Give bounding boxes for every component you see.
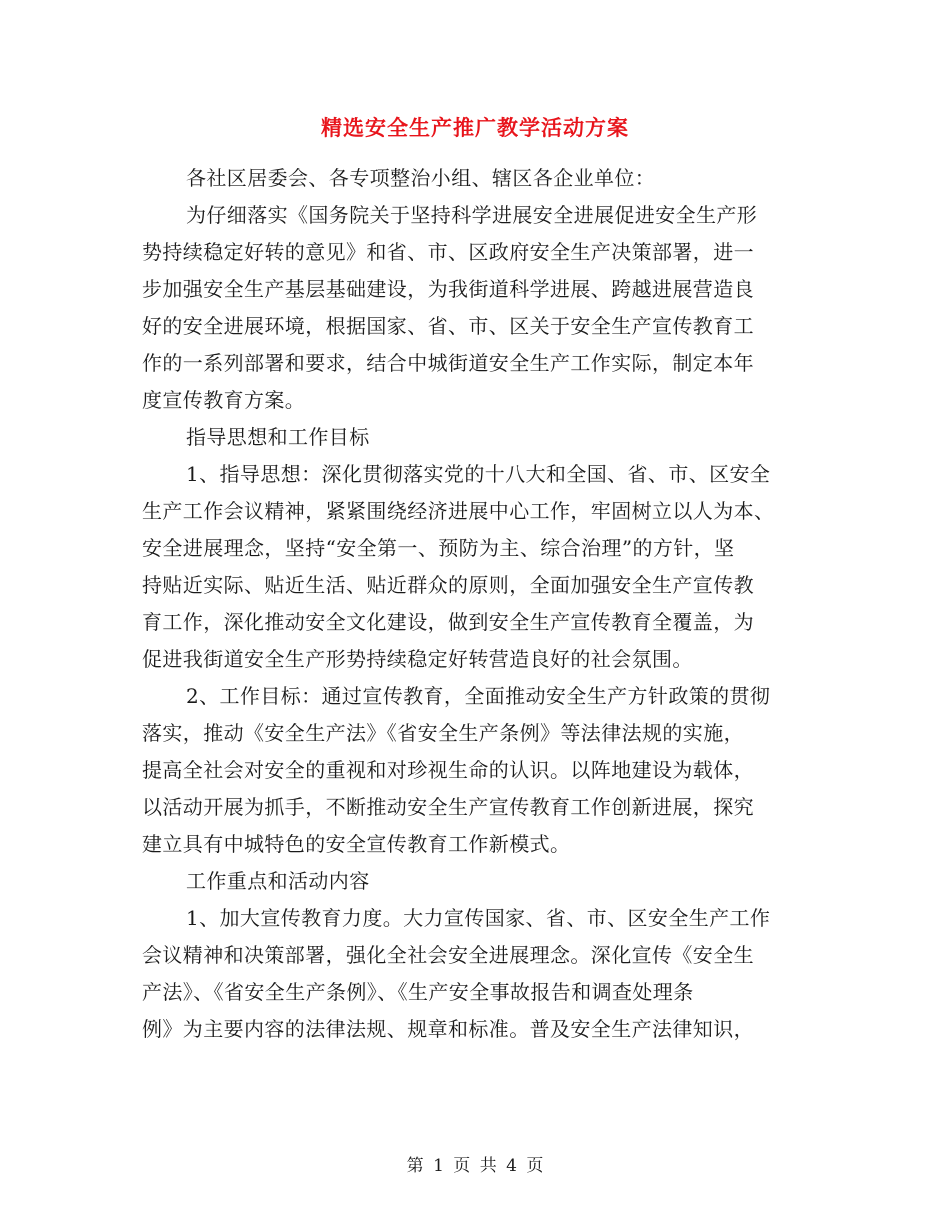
body-line: 促进我街道安全生产形势持续稳定好转营造良好的社会氛围。 [142, 647, 693, 671]
page-number-footer: 第 1 页 共 4 页 [406, 1156, 544, 1176]
body-line: 建立具有中城特色的安全宣传教育工作新模式。 [142, 832, 571, 856]
body-line: 势持续稳定好转的意见》和省、市、区政府安全生产决策部署，进一 [142, 240, 754, 264]
body-line: 会议精神和决策部署，强化全社会安全进展理念。深化宣传《安全生 [142, 943, 754, 967]
body-line: 生产工作会议精神，紧紧围绕经济进展中心工作，牢固树立以人为本、 [142, 499, 775, 523]
body-line: 步加强安全生产基层基础建设，为我街道科学进展、跨越进展营造良 [142, 277, 754, 301]
body-line: 2、工作目标：通过宣传教育，全面推动安全生产方针政策的贯彻 [186, 684, 771, 708]
body-line: 各社区居委会、各专项整治小组、辖区各企业单位： [186, 166, 656, 190]
body-line: 1、指导思想：深化贯彻落实党的十八大和全国、省、市、区安全 [186, 462, 771, 486]
body-line: 持贴近实际、贴近生活、贴近群众的原则，全面加强安全生产宣传教 [142, 573, 754, 597]
body-line: 落实，推动《安全生产法》《省安全生产条例》等法律法规的实施， [142, 721, 744, 745]
body-line: 安全进展理念，坚持“安全第一、预防为主、综合治理”的方针，坚 [142, 536, 735, 560]
body-line: 好的安全进展环境，根据国家、省、市、区关于安全生产宣传教育工 [142, 314, 754, 338]
body-line: 以活动开展为抓手，不断推动安全生产宣传教育工作创新进展，探究 [142, 795, 754, 819]
body-line: 产法》、《省安全生产条例》、《生产安全事故报告和调查处理条 [142, 980, 694, 1004]
body-line: 作的一系列部署和要求，结合中城街道安全生产工作实际，制定本年 [142, 351, 754, 375]
body-line: 育工作，深化推动安全文化建设，做到安全生产宣传教育全覆盖，为 [142, 610, 754, 634]
body-line: 提高全社会对安全的重视和对珍视生命的认识。以阵地建设为载体， [142, 758, 754, 782]
body-line: 度宣传教育方案。 [142, 388, 306, 412]
body-line: 为仔细落实《国务院关于坚持科学进展安全进展促进安全生产形 [186, 203, 758, 227]
body-line: 例》为主要内容的法律法规、规章和标准。普及安全生产法律知识， [142, 1017, 754, 1041]
body-line: 1、加大宣传教育力度。大力宣传国家、省、市、区安全生产工作 [186, 906, 771, 930]
document-body [142, 160, 808, 1048]
section-heading: 工作重点和活动内容 [186, 869, 370, 893]
section-heading: 指导思想和工作目标 [186, 425, 370, 449]
document-title: 精选安全生产推广教学活动方案 [321, 116, 629, 140]
